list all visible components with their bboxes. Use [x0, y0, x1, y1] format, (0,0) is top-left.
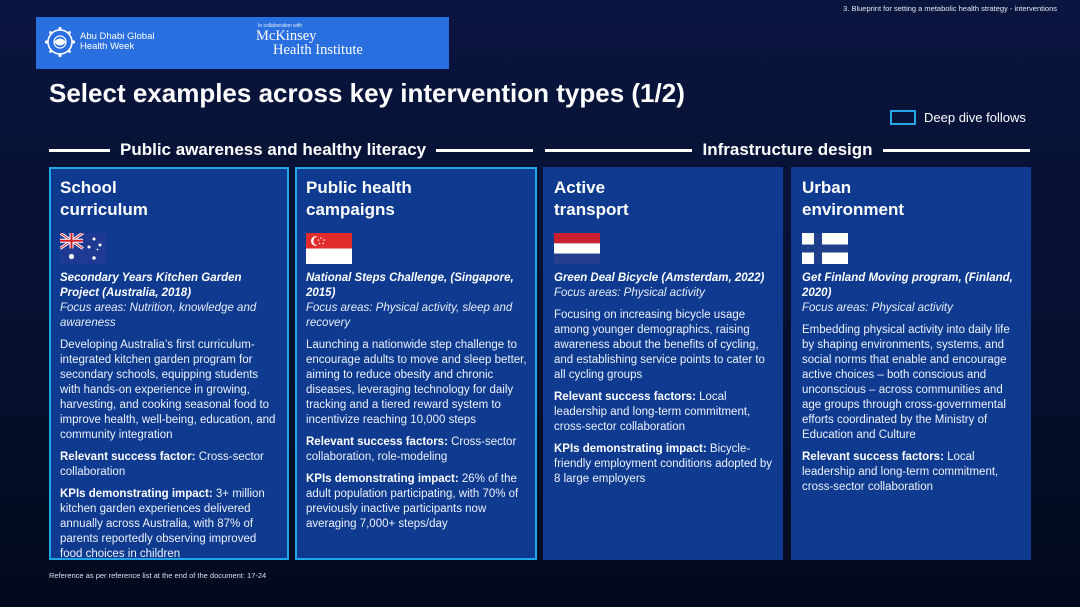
singapore-flag-icon [306, 233, 352, 264]
program-description: Embedding physical activity into daily life by shaping environments, systems, and social norms that enable and encourage active choices – both conscious and unconscious – across communities and age groups through cross-governmental efforts coordinated by the Ministry of Education and Culture [802, 324, 1010, 441]
adgh-name-line1: Abu Dhabi Global [80, 31, 155, 42]
success-factor-label: Relevant success factors: [802, 451, 944, 463]
health-institute-name: Health Institute [273, 42, 363, 58]
mckinsey-logo [256, 23, 363, 57]
program-title: National Steps Challenge, (Singapore, 2015) [306, 272, 514, 299]
success-factor-label: Relevant success factors: [306, 436, 448, 448]
success-factor [554, 390, 775, 435]
deep-dive-swatch [890, 110, 916, 125]
success-factor-text: Cross-sector collaboration, role-modeling [306, 436, 517, 463]
kpi-text: Bicycle-friendly employment conditions adopted by 8 large employers [554, 443, 772, 485]
program-description: Launching a nationwide step challenge to encourage adults to move and sleep better, aiming to reduce obesity and chronic diseases, leveraging technology for daily tracking and a tiered reward system to incentivize reaching 10,000 steps [306, 339, 527, 426]
success-factor-text: Cross-sector collaboration [60, 451, 264, 478]
logo-banner [36, 17, 449, 69]
program-description: Developing Australia’s first curriculum-integrated kitchen garden program for secondary schools, equipping students with hands-on experience in growing, harvesting, and cooking seasonal food to improve health, well-being, education, and community integration [60, 339, 276, 441]
mckinsey-name: McKinsey [256, 28, 317, 44]
program-title: Green Deal Bicycle (Amsterdam, 2022) [554, 272, 765, 284]
focus-areas: Focus areas: Physical activity, sleep and recovery [306, 302, 513, 329]
card-title-line1: School [60, 178, 117, 197]
card-title-line2: environment [802, 200, 905, 219]
card-title [802, 177, 1023, 221]
card-title [554, 177, 775, 221]
card-title-line2: transport [554, 200, 629, 219]
page-title: Select examples across key intervention types (1/2) [49, 78, 685, 108]
divider-line [545, 149, 692, 152]
program-title: Get Finland Moving program, (Finland, 2020) [802, 272, 1013, 299]
group-label: Public awareness and healthy literacy [120, 140, 427, 159]
program-description: Focusing on increasing bicycle usage among younger demographics, raising awareness about the benefits of cycling, and establishing service points to cater to all cycling groups [554, 309, 765, 381]
card-title [60, 177, 279, 221]
focus-areas: Focus areas: Physical activity [802, 302, 953, 314]
card-title-line2: campaigns [306, 200, 395, 219]
divider-line [883, 149, 1030, 152]
finland-flag-icon [802, 233, 848, 264]
success-factor-label: Relevant success factors: [554, 391, 696, 403]
success-factor [60, 450, 279, 480]
kpi-text: 3+ million kitchen garden experiences delivered annually across Australia, with 87% of parents reportedly observing improved food choices in children [60, 488, 265, 560]
card-title-line1: Active [554, 178, 606, 197]
kpi-label: KPIs demonstrating impact: [306, 473, 459, 485]
divider-line [49, 149, 110, 152]
australia-flag-icon [60, 233, 106, 264]
deep-dive-legend [890, 110, 1026, 125]
kpi-text: 26% of the adult population participating, with 70% of previously inactive participants now averaging 7,000+ steps/day [306, 473, 519, 530]
deep-dive-label: Deep dive follows [924, 110, 1026, 125]
section-note: 3. Blueprint for setting a metabolic health strategy - interventions [843, 4, 1057, 13]
adgh-name-line2: Health Week [80, 41, 135, 52]
kpi-label: KPIs demonstrating impact: [60, 488, 213, 500]
card-title-line1: Urban [802, 178, 852, 197]
card-title-line1: Public health [306, 178, 412, 197]
card-active-transport [543, 167, 783, 560]
adgh-logo [44, 26, 154, 58]
focus-areas: Focus areas: Nutrition, knowledge and awareness [60, 302, 257, 329]
card-title [306, 177, 527, 221]
divider-line [436, 149, 533, 152]
collab-label: In collaboration with [258, 23, 303, 29]
focus-areas: Focus areas: Physical activity [554, 287, 705, 299]
success-factor-text: Local leadership and long-term commitment, cross-sector collaboration [802, 451, 999, 493]
card-public-health-campaigns [295, 167, 537, 560]
kpi-impact [554, 442, 775, 487]
group-header-public-awareness [49, 139, 533, 161]
success-factor [802, 450, 1023, 495]
kpi-label: KPIs demonstrating impact: [554, 443, 707, 455]
success-factor-text: Local leadership and long-term commitment, cross-sector collaboration [554, 391, 751, 433]
card-school-curriculum [49, 167, 289, 560]
group-header-infrastructure [545, 139, 1030, 161]
kpi-impact [306, 472, 527, 532]
program-title: Secondary Years Kitchen Garden Project (Australia, 2018) [60, 272, 242, 299]
success-factor [306, 435, 527, 465]
reference-footnote: Reference as per reference list at the end of the document: 17-24 [49, 571, 267, 580]
adgh-globe-icon [44, 26, 76, 58]
group-label: Infrastructure design [702, 140, 873, 159]
kpi-impact [60, 487, 279, 562]
card-urban-environment [791, 167, 1031, 560]
success-factor-label: Relevant success factor: [60, 451, 196, 463]
netherlands-flag-icon [554, 233, 600, 264]
card-title-line2: curriculum [60, 200, 148, 219]
